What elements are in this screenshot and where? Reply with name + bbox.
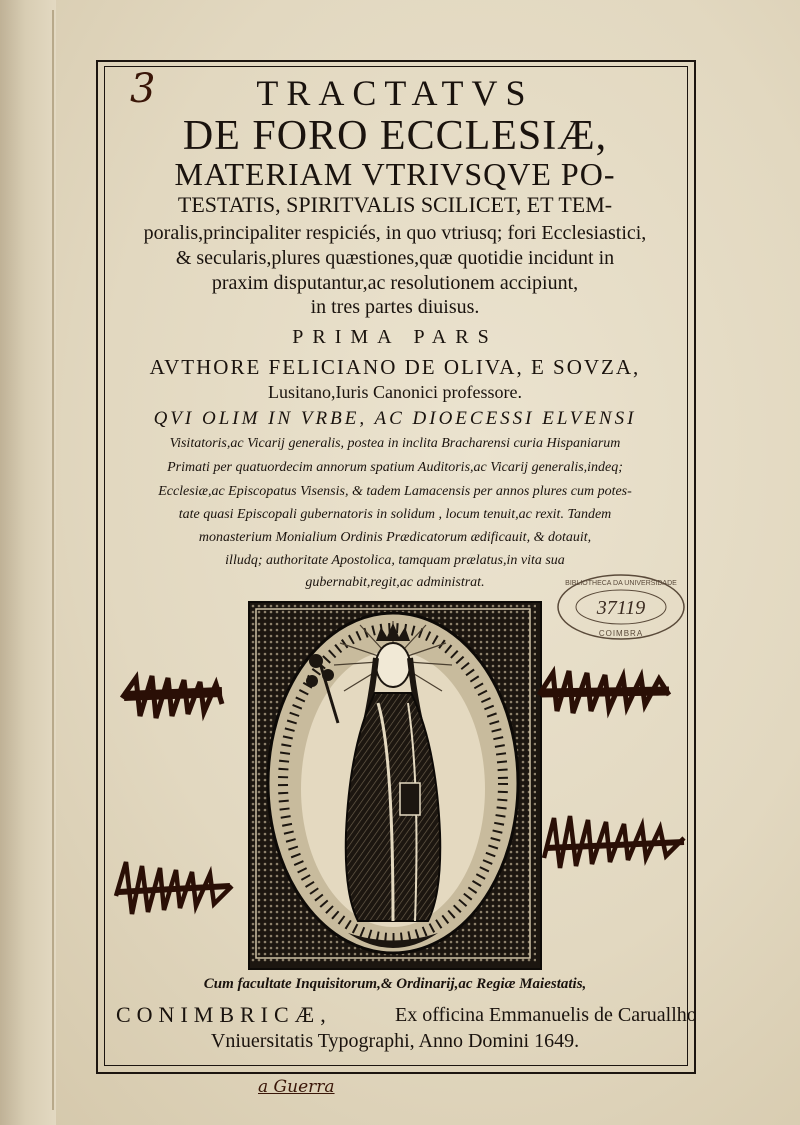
description-line-4: in tres partes diuisus. xyxy=(310,296,480,318)
stamp-number: 37119 xyxy=(596,597,646,619)
ink-scribble-right-lower xyxy=(540,808,690,878)
description-line-1: poralis,principaliter respiciés, in quo vtriusq; fori Ecclesiastici, xyxy=(143,222,647,244)
bio-line-2: Visitatoris,ac Vicarij generalis, postea in inclita Bracharensi curia Hispaniarum xyxy=(169,436,621,451)
bio-line-5: tate quasi Episcopali gubernatoris in solidum , locum tenuit,ac rexit. Tandem xyxy=(178,507,612,522)
book-gutter xyxy=(0,0,56,1125)
stamp-bottom-text: COIMBRA xyxy=(598,629,644,638)
woodcut-illustration xyxy=(248,601,542,970)
handwritten-bottom-note: a Guerra xyxy=(258,1077,335,1097)
bio-line-6: monasterium Monialium Ordinis Prædicatorum ædificauit, & dotauit, xyxy=(198,530,592,545)
title-line-4: TESTATIS, SPIRITVALIS SCILICET, ET TEM- xyxy=(177,192,613,217)
title-line-3: MATERIAM VTRIVSQVE PO- xyxy=(174,156,616,192)
imprint-line-2: Vniuersitatis Typographi, Anno Domini 1649. xyxy=(210,1030,580,1052)
license-line: Cum facultate Inquisitorum,& Ordinarij,ac Regiæ Maiestatis, xyxy=(203,976,587,992)
part-heading: PRIMA PARS xyxy=(292,326,498,348)
bio-line-1: QVI OLIM IN VRBE, AC DIOECESSI ELVENSI xyxy=(153,408,637,429)
description-line-2: & secularis,plures quæstiones,quæ quotidie incidunt in xyxy=(175,247,615,269)
bio-line-4: Ecclesiæ,ac Episcopatus Visensis, & tadem Lamacensis per annos plures cum potes- xyxy=(158,484,632,499)
stamp-top-text: BIBLIOTHECA DA UNIVERSIDADE xyxy=(565,580,677,587)
title-line-1: TRACTATVS xyxy=(256,73,534,113)
bio-line-7: illudq; authoritate Apostolica, tamquam prælatus,in vita sua xyxy=(225,553,565,568)
ink-scribble-left xyxy=(118,668,228,728)
ink-scribble-right xyxy=(535,665,675,720)
bio-line-8: gubernabit,regit,ac administrat. xyxy=(305,575,485,590)
imprint-place: CONIMBRICÆ, xyxy=(116,1002,332,1027)
gutter-fold xyxy=(52,10,54,1110)
description-line-3: praxim disputantur,ac resolutionem accipiunt, xyxy=(211,272,579,294)
bio-line-3: Primati per quatuordecim annorum spatium Auditoris,ac Vicarij generalis,indeq; xyxy=(167,460,623,475)
library-stamp xyxy=(555,572,688,642)
author-line-1: AVTHORE FELICIANO DE OLIVA, E SOVZA, xyxy=(149,355,641,379)
title-line-2: DE FORO ECCLESIÆ, xyxy=(182,113,608,159)
ink-scribble-left-lower xyxy=(112,856,237,921)
handwritten-mark: 3 xyxy=(130,66,156,112)
author-line-2: Lusitano,Iuris Canonici professore. xyxy=(268,382,522,402)
imprint-printer: Ex officina Emmanuelis de Caruallho xyxy=(395,1004,697,1026)
